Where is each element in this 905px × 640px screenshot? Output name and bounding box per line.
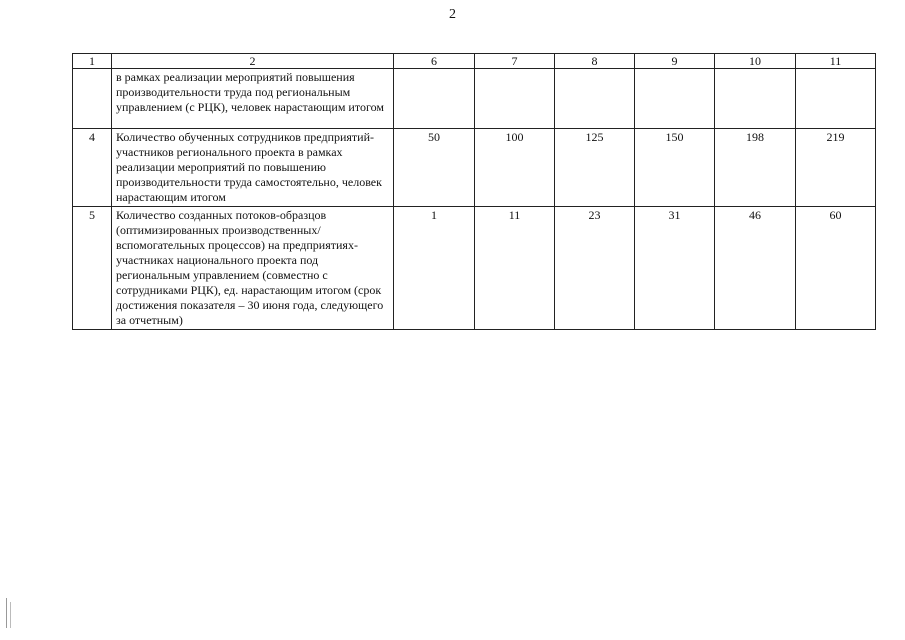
value-cell: 31 [635,207,715,330]
row-description: в рамках реализации мероприятий повышения производительности труда под региональным управлением (с РЦК), человек нарастающим итогом [112,69,394,129]
value-cell: 46 [715,207,796,330]
value-cell: 219 [796,129,876,207]
value-cell: 1 [394,207,475,330]
row-number: 5 [73,207,112,330]
scan-artifact [6,598,7,628]
indicators-table [72,53,876,330]
scan-artifact [10,602,11,628]
row-description: Количество созданных потоков-образцов (оптимизированных производственных/ вспомогательных процессов) на предприятиях-участниках национального проекта под региональным управлением (совместно с сотрудниками РЦК), ед. нарастающим итогом (срок достижения показателя – 30 июня года, следующего за отчетным) [112,207,394,330]
header-cell: 6 [394,54,475,69]
table-row [73,129,876,207]
page-number: 2 [449,7,456,22]
row-number: 4 [73,129,112,207]
header-row [73,54,876,69]
value-cell [394,69,475,129]
header-cell: 1 [73,54,112,69]
header-cell: 7 [475,54,555,69]
value-cell: 150 [635,129,715,207]
value-cell [715,69,796,129]
row-description: Количество обученных сотрудников предприятий-участников регионального проекта в рамках реализации мероприятий по повышению производительности труда самостоятельно, человек нарастающим итогом [112,129,394,207]
value-cell [635,69,715,129]
header-cell: 2 [112,54,394,69]
value-cell [475,69,555,129]
value-cell: 198 [715,129,796,207]
value-cell: 50 [394,129,475,207]
value-cell: 60 [796,207,876,330]
header-cell: 8 [555,54,635,69]
value-cell: 100 [475,129,555,207]
table-row [73,207,876,330]
row-number [73,69,112,129]
value-cell [796,69,876,129]
value-cell: 11 [475,207,555,330]
header-cell: 11 [796,54,876,69]
value-cell: 23 [555,207,635,330]
table-row [73,69,876,129]
header-cell: 9 [635,54,715,69]
header-cell: 10 [715,54,796,69]
value-cell [555,69,635,129]
value-cell: 125 [555,129,635,207]
